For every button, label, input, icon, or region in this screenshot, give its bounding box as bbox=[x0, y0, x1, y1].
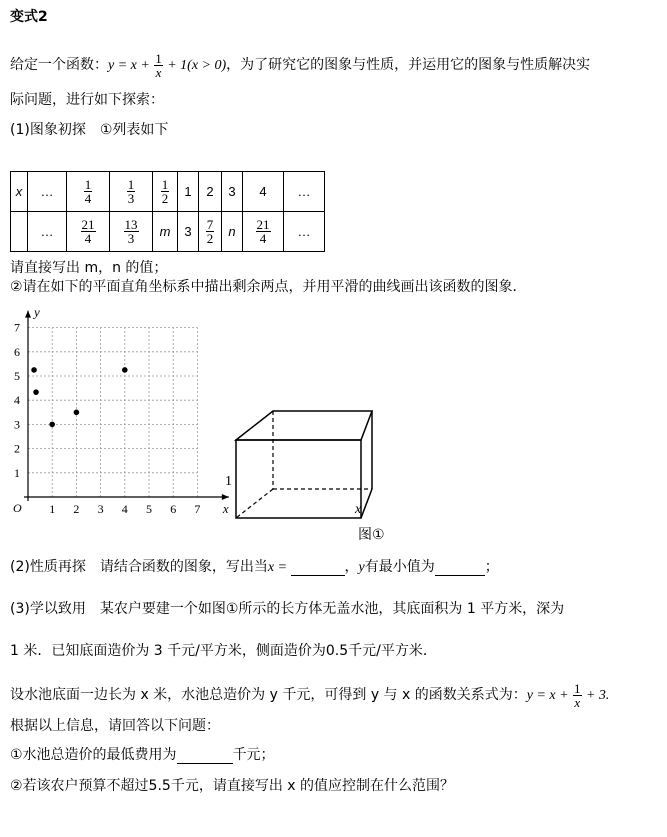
intro-trail: ，为了研究它的图象与性质，并运用它的图象与性质解决实 bbox=[226, 57, 591, 73]
ask-mn: 请直接写出 m，n 的值； bbox=[10, 260, 168, 276]
table-cell: … bbox=[28, 172, 67, 212]
cost-formula-tail: + 3. bbox=[585, 688, 610, 703]
x-tick-label: 3 bbox=[97, 502, 104, 516]
table-cell: … bbox=[284, 212, 325, 252]
table-cell: 4 bbox=[243, 172, 284, 212]
table-cell: m bbox=[153, 212, 178, 252]
data-point bbox=[122, 367, 128, 373]
box-top-face bbox=[236, 411, 372, 440]
x-tick-label: 1 bbox=[49, 502, 56, 516]
y-tick-label: 6 bbox=[14, 344, 20, 359]
part1-heading: (1)图象初探 ①列表如下 bbox=[10, 122, 169, 138]
y-tick-label: 5 bbox=[14, 369, 20, 383]
data-point bbox=[74, 410, 80, 416]
data-point bbox=[49, 422, 55, 428]
part3-line-3: 设水池底面一边长为 x 米，水池总造价为 y 千元，可得到 y 与 x 的函数关系式为：y = x + $\frac{1}{x}$ + 3. bbox=[10, 680, 610, 710]
table-cell: x bbox=[11, 172, 28, 212]
box-front-face bbox=[236, 440, 361, 518]
answer-blank-min[interactable] bbox=[435, 559, 485, 576]
table-cell: 3 bbox=[222, 172, 243, 212]
origin-label: O bbox=[13, 501, 22, 515]
x-tick-label: 6 bbox=[170, 502, 177, 516]
table-cell: $\frac{21}{4}$ bbox=[243, 212, 284, 252]
table-cell: $\frac{1}{2}$ bbox=[153, 172, 178, 212]
cost-formula-head: y = x + bbox=[526, 688, 569, 703]
y-tick-label: 2 bbox=[14, 441, 20, 456]
part3-q1: ①水池总造价的最低费用为 千元； bbox=[10, 747, 275, 763]
x-tick-label: 4 bbox=[121, 502, 128, 516]
x-axis-label: x bbox=[222, 501, 229, 516]
y-axis-label: y bbox=[34, 304, 40, 320]
table-cell: $\frac{7}{2}$ bbox=[199, 212, 222, 252]
value-table bbox=[10, 171, 325, 252]
part3-line-1: (3)学以致用 某农户要建一个如图①所示的长方体无盖水池，其底面积为 1 平方米，深为 bbox=[10, 601, 565, 617]
y-axis-arrow bbox=[25, 311, 31, 318]
height-label: 1 bbox=[225, 474, 232, 489]
x-tick-label: 7 bbox=[194, 502, 201, 516]
table-cell: … bbox=[28, 212, 67, 252]
table-cell: 1 bbox=[178, 172, 199, 212]
x-tick-label: 2 bbox=[73, 502, 80, 516]
answer-blank-x[interactable] bbox=[291, 559, 345, 576]
function-fraction: $\frac{1}{x}$ bbox=[155, 50, 162, 80]
table-cell: $\frac{1}{4}$ bbox=[67, 172, 110, 212]
y-tick-label: 1 bbox=[14, 465, 20, 480]
part3-line-2: 1 米．已知底面造价为 3 千元/平方米，侧面造价为0.5千元/平方米． bbox=[10, 643, 437, 659]
intro-lead: 给定一个函数： bbox=[10, 57, 108, 73]
part3-q2: ②若该农户预算不超过5.5千元，请直接写出 x 的值应控制在什么范围？ bbox=[10, 778, 454, 794]
part2-line: (2)性质再探 请结合函数的图象，写出当x = ，y有最小值为 ； bbox=[10, 559, 499, 575]
figure-caption: 图① bbox=[358, 527, 385, 543]
cost-fraction: $\frac{1}{x}$ bbox=[574, 680, 581, 710]
table-cell: $\frac{13}{3}$ bbox=[110, 212, 153, 252]
part3-line-4: 根据以上信息，请回答以下问题： bbox=[10, 718, 220, 734]
answer-blank-cost[interactable] bbox=[177, 747, 233, 764]
x-tick-label: 5 bbox=[146, 502, 152, 516]
intro-line-2: 际问题，进行如下探索： bbox=[10, 92, 164, 108]
y-tick-label: 4 bbox=[14, 393, 20, 408]
table-cell: $\frac{1}{3}$ bbox=[110, 172, 153, 212]
data-point bbox=[31, 367, 37, 373]
table-cell: 3 bbox=[178, 212, 199, 252]
table-row bbox=[11, 172, 325, 212]
edge-label: x bbox=[355, 502, 362, 517]
table-row bbox=[11, 212, 325, 252]
table-cell: n bbox=[222, 212, 243, 252]
intro-line bbox=[10, 50, 590, 80]
table-cell: … bbox=[284, 172, 325, 212]
table-cell: 2 bbox=[199, 172, 222, 212]
hidden-edge bbox=[236, 489, 273, 518]
y-tick-label: 7 bbox=[14, 320, 20, 335]
table-cell bbox=[11, 212, 28, 252]
data-point bbox=[33, 389, 39, 395]
function-formula-head: y = x + bbox=[108, 58, 150, 73]
table-cell: $\frac{21}{4}$ bbox=[67, 212, 110, 252]
pool-box-figure bbox=[220, 405, 400, 550]
ask-graph: ②请在如下的平面直角坐标系中描出剩余两点，并用平滑的曲线画出该函数的图象． bbox=[10, 279, 527, 295]
coordinate-plane bbox=[8, 298, 233, 518]
y-tick-label: 3 bbox=[14, 417, 20, 432]
page-title: 变式2 bbox=[10, 9, 48, 25]
function-formula-tail: + 1(x > 0) bbox=[167, 58, 227, 73]
